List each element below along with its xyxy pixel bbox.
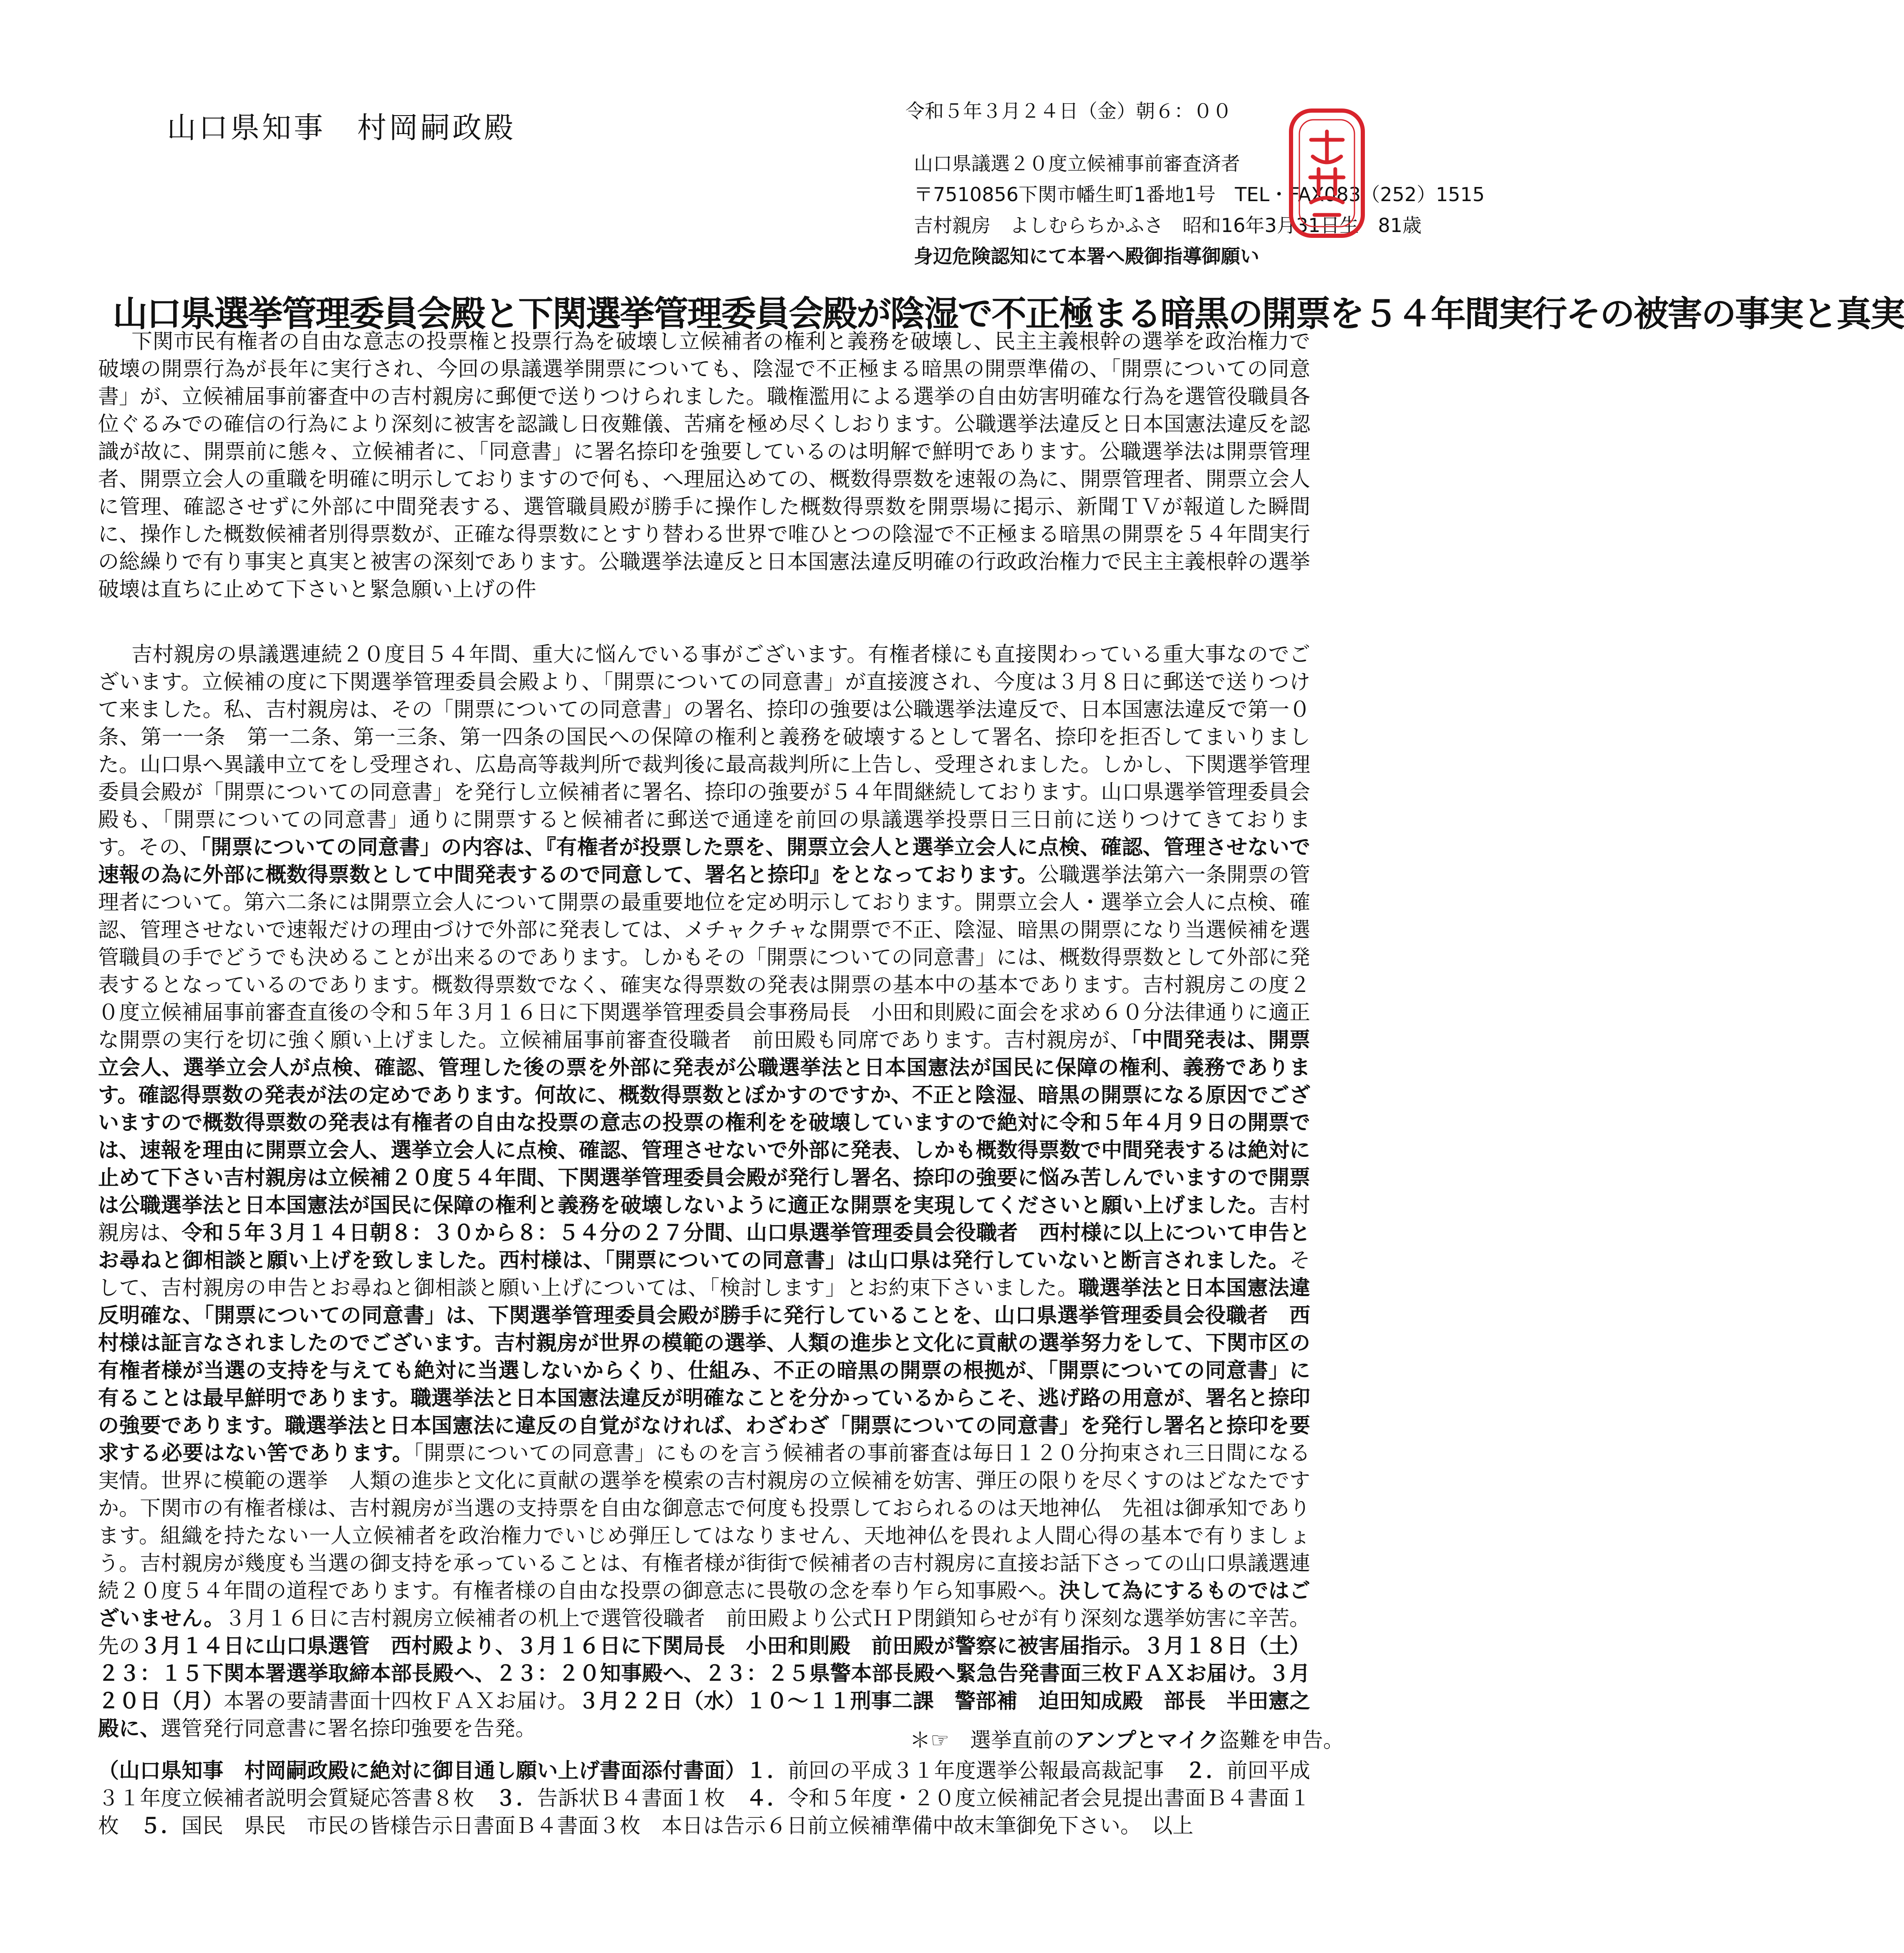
body-segment: 選管発行同意書に署名捺印強要を告発。 [161,1716,536,1741]
body-segment: 「開票についての同意書」にものを言う候補者の事前審査は毎日１２０分拘束され三日間になる実情。世界に模範の選挙 人類の進歩と文化に貢献の選挙を模索の吉村親房の立候補を妨害、弾圧の限りを尽くすのはどなたですか。下関市の有権者様は、吉村親房が当選の支持票を自由な御意志で何度も投票しておられるのは天地神仏 先祖は御承知であります。組織を持たない一人立候補者を政治権力でいじめ弾圧してはなりません、天地神仏を畏れよ人間心得の基本で有りましょう。吉村親房が幾度も当選の御支持を承っていることは、有権者様が街街で候補者の吉村親房に直接お話下さっての山口県議選連続２０度５４年間の道程であります。有権者様の自由な投票の御意志に畏敬の念を奉り乍ら知事殿へ。 [98,1441,1311,1603]
body-segment-bold: 「開票についての同意書」の内容は、『有権者が投票した票を、開票立会人と選挙立会人に点検、確認、管理させないで速報の為に外部に概数得票数として中間発表するので同意して、署名と捺印』をとなっております。 [98,835,1311,887]
document-headline: 山口県選挙管理委員会殿と下関選挙管理委員会殿が陰湿で不正極まる暗黒の開票を５４年間実行その被害の事実と真実 [113,293,1904,334]
body-segment-bold: ３月２２日（水）１０～１１刑事二課 警部補 迫田知成殿 部長 半田憲之殿に、 [98,1689,1311,1741]
sender-status-line: 山口県議選２０度立候補事前審査済者 [914,152,1240,175]
body-paragraph [98,641,1310,1742]
body-segment: そして、吉村親房の申告とお尋ねと御相談と願い上げについては、「検討します」とお約束下さいました。 [98,1248,1310,1300]
attachment-item: 令和５年度・２０度立候補記者会見提出書面Ｂ４書面１枚 [98,1786,1311,1838]
attachment-number: ３． [495,1786,537,1810]
attachment-item: 国民 県民 市民の皆様告示日書面Ｂ４書面３枚 本日は告示６日前立候補準備中故末筆御免下さい。 以上 [182,1814,1193,1838]
body-segment-bold: 決して為にするものではございません。 [98,1579,1311,1630]
attachment-number: ４． [746,1786,788,1810]
sender-address-line: 〒7510856下関市幡生町1番地1号 TEL・FAX083（252）1515 [914,183,1485,206]
addressee-line: 山口県知事 村岡嗣政殿 [167,111,516,145]
body-segment-bold: ３月１４日に山口県選管 西村殿より、３月１６日に下関局長 小田和則殿 前田殿が警察に被害届指示。３月１８日（土）２３：１５下関本署選挙取締本部長殿へ、２３：２０知事殿へ、２３：２５県警本部長殿へ緊急告発書面三枚ＦＡＸお届け。３月２０日（月） [98,1634,1311,1713]
attachments-list [98,1757,1310,1839]
attachment-item: 前回の平成３１年度選挙公報最高裁記事 [787,1759,1185,1783]
attachment-item: 告訴状Ｂ４書面１枚 [537,1786,746,1810]
note-bold: アンプとマイク [1074,1728,1219,1752]
note-prefix: ＊☞ 選挙直前の [910,1728,1074,1752]
body-segment-bold: 「中間発表は、開票立会人、選挙立会人が点検、確認、管理した後の票を外部に発表が公職選挙法と日本国憲法が国民に保障の権利、義務であります。確認得票数の発表が法の定めであります。何故に、概数得票数とぼかすのですか、不正と陰湿、暗黒の開票になる原因でございますので概数得票数の発表は有権者の自由な投票の意志の投票の権利をを破壊していますので絶対に令和５年４月９日の開票では、速報を理由に開票立会人、選挙立会人に点検、確認、管理させないで外部に発表、しかも概数得票数で中間発表するは絶対に止めて下さい吉村親房は立候補２０度５４年間、下関選挙管理委員会殿が発行し署名、捺印の強要に悩み苦しんでいますので開票は公職選挙法と日本国憲法が国民に保障の権利と義務を破壊しないように適正な開票を実現してくださいと願い上げました。 [98,1028,1311,1217]
summary-paragraph: 下関市民有権者の自由な意志の投票権と投票行為を破壊し立候補者の権利と義務を破壊し、民主主義根幹の選挙を政治権力で破壊の開票行為が長年に実行され、今回の県議選挙開票についても、陰湿で不正極まる暗黒の開票準備の、「開票についての同意書」が、立候補届事前審査中の吉村親房に郵便で送りつけられました。職権濫用による選挙の自由妨害明確な行為を選管役職員各位ぐるみでの確信の行為により深刻に被害を認識し日夜難儀、苦痛を極め尽くしおります。公職選挙法違反と日本国憲法違反を認識が故に、開票前に態々、立候補者に、「同意書」に署名捺印を強要しているのは明解で鮮明であります。公職選挙法は開票管理者、開票立会人の重職を明確に明示しておりますので何も、へ理屈込めての、概数得票数を速報の為に、開票管理者、開票立会人に管理、確認させずに外部に中間発表する、選管職員殿が勝手に操作した概数得票数を開票場に掲示、新聞ＴＶが報道した瞬間に、操作した概数候補者別得票数が、正確な得票数にとすり替わる世界で唯ひとつの陰湿で不正極まる暗黒の開票を５４年間実行の総繰りで有り事実と真実と被害の深刻であります。公職選挙法違反と日本国憲法違反明確の行政政治権力で民主主義根幹の選挙破壊は直ちに止めて下さいと緊急願い上げの件 [98,329,1310,601]
note-suffix: 盗難を申告。 [1218,1728,1344,1752]
issue-datetime: 令和５年３月２４日（金）朝６：００ [905,100,1232,122]
body-segment: 吉村親房は、 [98,1193,1311,1245]
sender-block [914,148,1485,272]
attachment-heading: （山口県知事 村岡嗣政殿に絶対に御目通し願い上げ書面添付書面）１． [98,1759,788,1783]
body-segment-bold: 令和５年３月１４日朝８：３０から８：５４分の２７分間、山口県選挙管理委員会役職者 西村様に以上について申告とお尋ねと御相談と願い上げを致しました。西村様は、「開票についての同意書」は山口県は発行していないと断言されました。 [98,1221,1310,1272]
body-segment-bold: 職選挙法と日本国憲法違反明確な、「開票についての同意書」は、下関選挙管理委員会殿が勝手に発行していることを、山口県選挙管理委員会役職者 西村様は証言なされましたのでございます。吉村親房が世界の模範の選挙、人類の進歩と文化に貢献の選挙努力をして、下関市区の有権者様が当選の支持を与えても絶対に当選しないからくり、仕組み、不正の暗黒の開票の根拠が、「開票についての同意書」に有ることは最早鮮明であります。職選挙法と日本国憲法違反が明確なことを分かっているからこそ、逃げ路の用意が、署名と捺印の強要であります。職選挙法と日本国憲法に違反の自覚がなければ、わざわざ「開票についての同意書」を発行し署名と捺印を要求する必要はない筈であります。 [98,1276,1311,1465]
body-segment: ３月１６日に吉村親房立候補者の机上で選管役職者 前田殿より公式ＨＰ閉鎖知らせが有り深刻な選挙妨害に辛苦。先の [98,1606,1311,1658]
sender-name-line: 吉村親房 よしむらちかふさ 昭和16年3月31日生 81歳 [914,214,1422,237]
body-segment: 公職選挙法第六一条開票の管理者について。第六二条には開票立会人について開票の最重要地位を定め明示しております。開票立会人・選挙立会人に点検、確認、管理させないで速報だけの理由づけで外部に発表しては、メチャクチャな開票で不正、陰湿、暗黒の開票になり当選候補を選管職員の手でどうでも決めることが出来るのであります。しかもその「開票についての同意書」には、概数得票数として外部に発表するとなっているのであります。概数得票数でなく、確実な得票数の発表は開票の基本中の基本であります。吉村親房この度２０度立候補届事前審査直後の令和５年３月１６日に下関選挙管理委員会事務局長 小田和則殿に面会を求め６０分法律通りに適正な開票の実行を切に強く願い上げました。立候補届事前審査役職者 前田殿も同席であります。吉村親房が、 [98,863,1311,1052]
theft-note [910,1723,1344,1754]
red-seal-stamp [1285,106,1369,240]
body-segment: 吉村親房の県議選連続２０度目５４年間、重大に悩んでいる事がございます。有権者様にも直接関わっている重大事なのでございます。立候補の度に下関選挙管理委員会殿より、「開票についての同意書」が直接渡され、今度は３月８日に郵送で送りつけて来ました。私、吉村親房は、その「開票についての同意書」の署名、捺印の強要は公職選挙法違反で、日本国憲法違反で第一０条、第一一条 第一二条、第一三条、第一四条の国民への保障の権利と義務を破壊するとして署名、捺印を拒否してまいりました。山口県へ異議申立てをし受理され、広島高等裁判所で裁判後に最高裁判所に上告し、受理されました。しかし、下関選挙管理委員会殿が「開票についての同意書」を発行し立候補者に署名、捺印の強要が５４年間継続しております。山口県選挙管理委員会殿も、「開票についての同意書」通りに開票すると候補者に郵送で通達を前回の県議選挙投票日三日前に送りつけてきております。その、 [98,642,1310,859]
attachment-number: ２． [1185,1759,1227,1783]
attachment-number: ５． [140,1814,182,1838]
attachment-item: 前回平成３１年度立候補者説明会質疑応答書８枚 [98,1759,1311,1810]
sender-request-line: 身辺危険認知にて本署へ殿御指導御願い [914,245,1259,267]
body-segment: 本署の要請書面十四枚ＦＡＸお届け。 [223,1689,578,1713]
